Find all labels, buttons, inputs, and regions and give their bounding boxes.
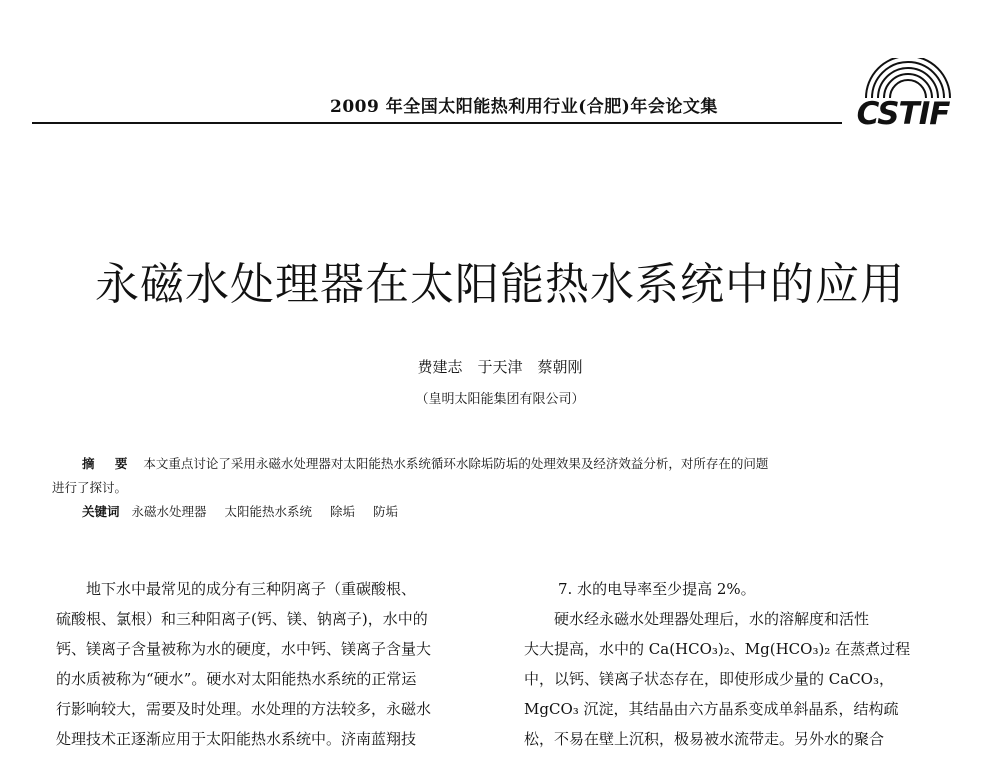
body-line: 行影响较大，需要及时处理。水处理的方法较多，永磁水 [56,700,432,718]
abstract [52,452,942,500]
keywords-label: 关键词 [82,504,120,519]
body-line: 硫酸根、氯根）和三种阳离子(钙、镁、钠离子)，水中的 [56,610,428,628]
authors: 费建志 于天津 蔡朝刚 [417,358,583,376]
keyword-item: 除垢 [330,504,356,519]
keyword-item: 太阳能热水系统 [224,504,313,519]
body-line: 硬水经永磁水处理器处理后，水的溶解度和活性 [554,610,870,628]
body-line: 的水质被称为“硬水”。硬水对太阳能热水系统的正常运 [56,670,417,688]
body-line: 7. 水的电导率至少提高 2%。 [558,580,756,598]
body-line: MgCO₃ 沉淀，其结晶由六方晶系变成单斜晶系，结构疏 [524,700,899,718]
logo-text: CSTIF [856,96,950,132]
body-line: 处理技术正逐渐应用于太阳能热水系统中。济南蓝翔技 [56,730,417,748]
keywords [82,502,942,520]
body-column-right [524,574,946,754]
abstract-label: 摘 要 [82,456,136,471]
keyword-item: 防垢 [373,504,399,519]
body-line: 中，以钙、镁离子状态存在，即使形成少量的 CaCO₃， [524,670,894,688]
cstif-logo [838,58,968,138]
keyword-item: 永磁水处理器 [131,504,207,519]
body-column-left [56,574,478,754]
abstract-text-line2: 进行了探讨。 [52,480,128,495]
paper-title: 永磁水处理器在太阳能热水系统中的应用 [95,259,905,310]
header-rule [32,122,842,124]
body-line: 地下水中最常见的成分有三种阴离子（重碳酸根、 [86,580,417,598]
abstract-text-line1: 本文重点讨论了采用永磁水处理器对太阳能热水系统循环水除垢防垢的处理效果及经济效益分析，对所存在的问题 [143,456,769,471]
body-line: 钙、镁离子含量被称为水的硬度，水中钙、镁离子含量大 [56,640,432,658]
body-line: 大大提高，水中的 Ca(HCO₃)₂、Mg(HCO₃)₂ 在蒸煮过程 [524,640,911,658]
proceedings-header: 2009 年全国太阳能热利用行业(合肥)年会论文集 [330,97,718,117]
affiliation: （皇明太阳能集团有限公司） [415,392,585,407]
body-line: 松，不易在壁上沉积，极易被水流带走。另外水的聚合 [524,730,885,748]
